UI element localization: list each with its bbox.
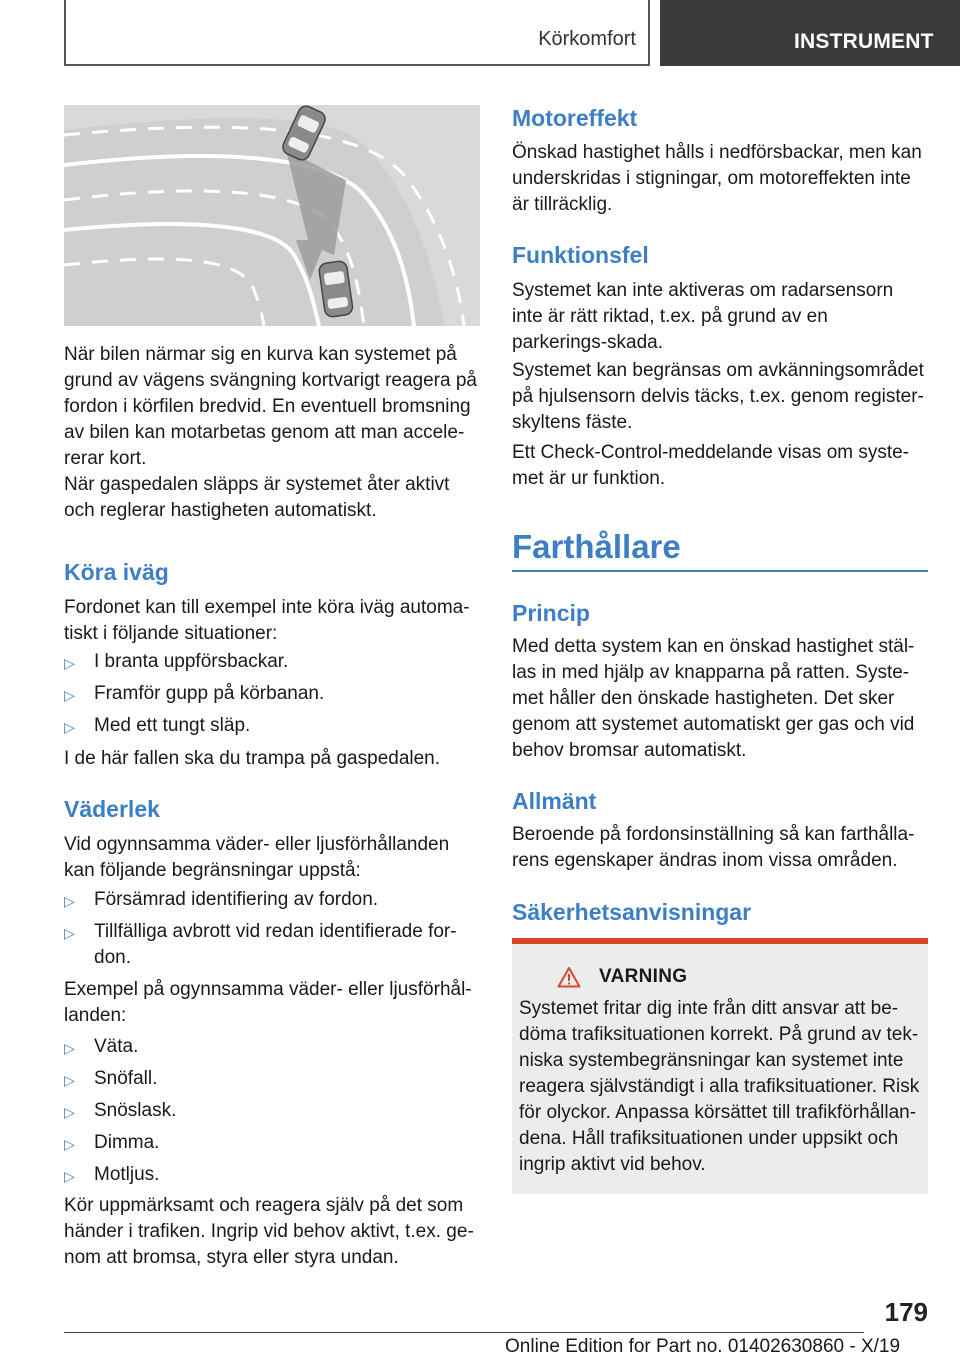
kora-ivag-text: Fordonet kan till exempel inte köra iväg automa-tiskt i följande situationer:	[64, 597, 470, 644]
warning-header	[557, 966, 920, 988]
vaderlek-heading: Väderlek	[64, 796, 160, 822]
bullet-triangle-icon: ▷	[64, 925, 75, 941]
farthallare-heading: Farthållare	[512, 528, 681, 565]
bullet-triangle-icon: ▷	[64, 1168, 75, 1184]
bullet-triangle-icon: ▷	[64, 655, 75, 671]
bullet-triangle-icon: ▷	[64, 1104, 75, 1120]
intro-paragraph-2: När gaspedalen släpps är systemet åter aktivt och reglerar hastigheten automatiskt.	[64, 474, 450, 521]
kora-ivag-list	[64, 649, 480, 739]
princip-text: Med detta system kan en önskad hastighet stäl-las in med hjälp av knapparna på ratten. Syste-met håller den önskade hastigheten. Det sker genom att systemet automatiskt ger gas och vid behov bromsar automatiskt.	[512, 636, 915, 761]
list-item: ▷ I branta uppförsbackar.	[64, 649, 480, 675]
motoreffekt-text: Önskad hastighet hålls i nedförsbackar, men kan underskridas i stigningar, om motoreffekten inte är tillräcklig.	[512, 142, 922, 215]
vaderlek-text: Vid ogynnsamma väder- eller ljusförhållanden kan följande begränsningar uppstå:	[64, 834, 450, 881]
list-item: ▷ Framför gupp på körbanan.	[64, 681, 480, 707]
bullet-triangle-icon: ▷	[64, 1040, 75, 1056]
footer-edition: Online Edition for Part no. 01402630860 - X/19	[505, 1336, 901, 1357]
warning-box	[512, 938, 928, 1194]
princip-heading: Princip	[512, 600, 590, 626]
bullet-triangle-icon: ▷	[64, 893, 75, 909]
funktionsfel-paragraph-1: Systemet kan inte aktiveras om radarsensorn inte är rätt riktad, t.ex. på grund av en parkerings-skada.	[512, 280, 894, 353]
bullet-triangle-icon: ▷	[64, 1136, 75, 1152]
list-item: ▷ Med ett tungt släp.	[64, 713, 480, 739]
bullet-triangle-icon: ▷	[64, 687, 75, 703]
warning-text: Systemet fritar dig inte från ditt ansvar att be-döma trafiksituationen korrekt. På grund av tek-niska systembegränsningar kan systemet inte reagera självständigt i alla trafiksituationer. Risk för olyckor. Anpassa körsättet till trafikförhållan-dena. Håll trafiksituationen under uppsikt och ingrip aktivt vid behov.	[519, 998, 920, 1175]
funktionsfel-paragraph-2: Systemet kan begränsas om avkänningsområdet på hjulsensorn delvis täcks, t.ex. genom register-skyltens fäste.	[512, 360, 924, 433]
list-item: ▷ Snöfall.	[64, 1066, 480, 1092]
page-number: 179	[884, 1297, 928, 1327]
sakerhetsanvisningar-heading: Säkerhetsanvisningar	[512, 899, 752, 925]
list-item: ▷ Väta.	[64, 1034, 480, 1060]
kora-ivag-heading: Köra iväg	[64, 559, 169, 585]
vaderlek-examples-intro: Exempel på ogynnsamma väder- eller ljusförhål-landen:	[64, 979, 472, 1026]
kora-ivag-after: I de här fallen ska du trampa på gaspedalen.	[64, 748, 441, 769]
bullet-triangle-icon: ▷	[64, 1072, 75, 1088]
list-item: ▷ Försämrad identifiering av fordon.	[64, 887, 480, 913]
list-item: ▷ Snöslask.	[64, 1098, 480, 1124]
curve-illustration	[64, 105, 480, 326]
funktionsfel-paragraph-3: Ett Check-Control-meddelande visas om syste-met är ur funktion.	[512, 442, 910, 489]
curve-road-diagram	[64, 105, 480, 326]
footer-rule	[64, 1332, 864, 1333]
allmant-text: Beroende på fordonsinställning så kan farthålla-rens egenskaper ändras inom vissa områden.	[512, 824, 915, 871]
section-divider	[512, 570, 928, 572]
warning-triangle-icon	[557, 966, 581, 988]
funktionsfel-heading: Funktionsfel	[512, 242, 649, 268]
list-item: ▷ Dimma.	[64, 1130, 480, 1156]
list-item: ▷ Tillfälliga avbrott vid redan identifierade for-don.	[64, 921, 457, 968]
vaderlek-list	[64, 887, 480, 971]
header-chapter-tab: INSTRUMENT	[660, 0, 960, 66]
bullet-triangle-icon: ▷	[64, 719, 75, 735]
allmant-heading: Allmänt	[512, 788, 597, 814]
motoreffekt-heading: Motoreffekt	[512, 105, 638, 131]
vaderlek-after: Kör uppmärksamt och reagera själv på det som händer i trafiken. Ingrip vid behov aktivt, t.ex. ge-nom att bromsa, styra eller styra undan.	[64, 1195, 474, 1268]
list-item: ▷ Motljus.	[64, 1162, 480, 1188]
intro-paragraph-1: När bilen närmar sig en kurva kan systemet på grund av vägens svängning kortvarigt reagera på fordon i körfilen bredvid. En eventuell bromsning av bilen kan motarbetas genom att man accele-rerar kort.	[64, 344, 477, 469]
warning-title: VARNING	[599, 966, 688, 987]
vaderlek-examples-list	[64, 1034, 480, 1188]
header-section-title: Körkomfort	[538, 28, 636, 50]
